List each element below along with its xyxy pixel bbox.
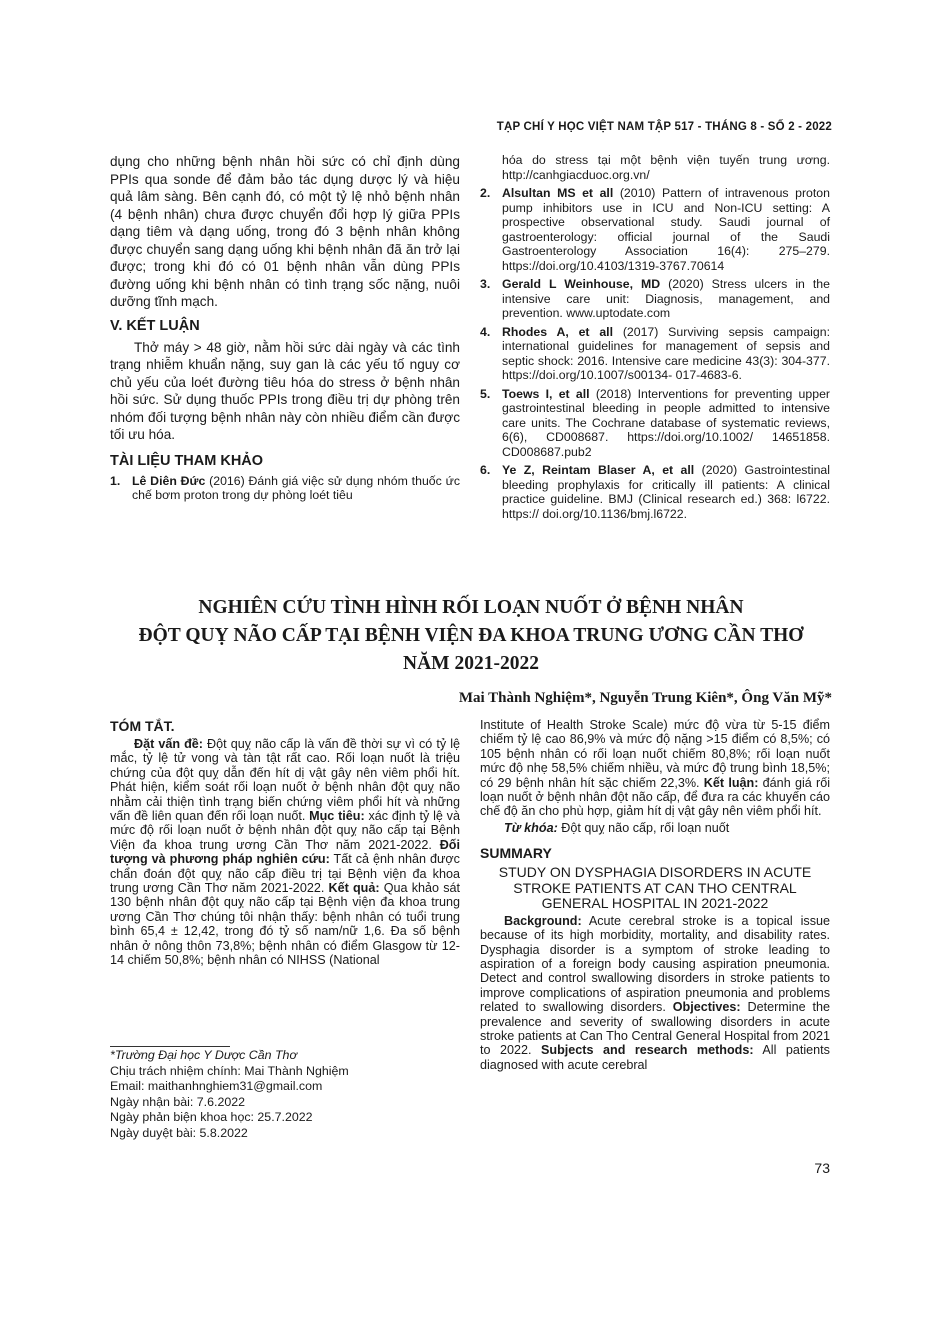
- summary-title: STUDY ON DYSPHAGIA DISORDERS IN ACUTE STROKE PATIENTS AT CAN THO CENTRAL GENERAL HOSPITAL IN 2021-2022: [498, 864, 812, 912]
- running-header: TẠP CHÍ Y HỌC VIỆT NAM TẬP 517 - THÁNG 8 - SỐ 2 - 2022: [496, 121, 832, 133]
- abstract-text: [110, 737, 460, 968]
- summary-body: All patients diagnosed with acute cerebral: [480, 1043, 830, 1072]
- footnote-reviewed: Ngày phản biện khoa học: 25.7.2022: [110, 1110, 313, 1125]
- abstract-label: Kết luận:: [703, 775, 759, 790]
- reference-author: Gerald L Weinhouse, MD: [502, 277, 661, 291]
- abstract-text: [480, 718, 830, 819]
- reference-item-continued: [480, 153, 830, 182]
- summary-body: Determine the prevalence and severity of swallowing disorders in acute stroke patients at Can Tho Central General Hospital from 2021 to 2022.: [480, 1000, 830, 1058]
- summary-label: Objectives:: [672, 1000, 741, 1015]
- summary-label: Subjects and research methods:: [541, 1043, 754, 1058]
- discussion-paragraph: dụng cho những bệnh nhân hồi sức có chỉ định dùng PPIs qua sonde để đảm bảo tác dụng dược lý và hiệu quả lâm sàng. Bên cạnh đó, có một tỷ lệ nhỏ bệnh nhân (4 bệnh nhân) chưa được chuyển đổi hợp lý giữa PPIs dạng tiêm và dạng uống, trong đó 3 bệnh nhân không được chuyển sang dạng uống khi bệnh nhân đã ăn trở lại được; trong khi đó có 01 bệnh nhân vẫn dùng PPIs đường uống khi bệnh nhân có tình trạng sốc nặng, nuôi dưỡng tĩnh mạch.: [110, 154, 460, 309]
- abstract-body: Qua khảo sát 130 bệnh nhân đột quỵ não cấp tại Bệnh viện đa khoa trung ương Cần Thơ chúng tôi nhận thấy: bệnh nhân có tuổi trung bình 65,4 ± 12,42, trong đó tỷ số nam/nữ 1,6. Đa số bệnh nhân ở nông thôn 73,8%; bệnh nhân có điểm Glasgow từ 12-14 chiếm 50,8%; bệnh nhân có NIHSS (National: [110, 881, 461, 968]
- title-line: ĐỘT QUỴ NÃO CẤP TẠI BỆNH VIỆN ĐA KHOA TRUNG ƯƠNG CẦN THƠ: [138, 625, 804, 646]
- conclusion-text: Thở máy > 48 giờ, nằm hồi sức dài ngày và các tình trạng nhiễm khuẩn nặng, suy gan là các yếu tố nguy cơ chủ yếu của loét đường tiêu hóa do stress ở bệnh nhân hồi sức. Sử dụng thuốc PPIs trong điều trị dự phòng trên nhóm đối tượng bệnh nhân này còn nhiều điểm cần được tối ưu hóa.: [110, 339, 460, 442]
- summary-heading: SUMMARY: [480, 845, 552, 862]
- abstract-label: Kết quả:: [328, 881, 380, 896]
- reference-number: 4.: [480, 324, 491, 339]
- reference-author: Rhodes A, et all: [502, 324, 613, 339]
- footnote-affiliation: *Trường Đại học Y Dược Cần Thơ: [110, 1048, 297, 1062]
- reference-body: (2020) Stress ulcers in the intensive care unit: Diagnosis, management, and prevention. www.uptodate.com: [502, 277, 830, 320]
- abstract-label: Mục tiêu:: [309, 809, 365, 824]
- reference-item: [110, 474, 460, 503]
- keywords-text: Đột quỵ não cấp, rối loạn nuốt: [557, 820, 730, 835]
- reference-item: [480, 277, 830, 321]
- abstract-column-right: [480, 718, 830, 1072]
- abstract-label: Đối tượng và phương pháp nghiên cứu:: [110, 837, 460, 867]
- keywords: [480, 821, 830, 835]
- reference-number: 5.: [480, 386, 491, 401]
- right-column-top: [480, 153, 830, 525]
- abstract-body: xác định tỷ lệ và mức độ rối loạn nuốt ở bệnh nhân đột quỵ não cấp tại Bệnh Viện đa khoa trung ương Cần Thơ năm 2021-2022.: [110, 809, 460, 852]
- reference-body: (2020) Gastrointestinal bleeding prophylaxis for critically ill patients: A clinical practice guideline. BMJ (Clinical research ed.) 368: l6722. https:// doi.org/10.1136/bmj.l6722.: [502, 463, 830, 521]
- footnote-approved: Ngày duyệt bài: 5.8.2022: [110, 1125, 248, 1140]
- reference-number: 1.: [110, 473, 121, 488]
- references-heading: TÀI LIỆU THAM KHẢO: [110, 452, 264, 469]
- footnote-received: Ngày nhận bài: 7.6.2022: [110, 1094, 246, 1109]
- reference-number: 6.: [480, 463, 491, 477]
- footnotes: [110, 1048, 460, 1142]
- reference-text: [132, 474, 460, 503]
- left-column-top: [110, 153, 460, 507]
- footnote-responsible: Chịu trách nhiệm chính: Mai Thành Nghiệm: [110, 1063, 349, 1078]
- title-line: NGHIÊN CỨU TÌNH HÌNH RỐI LOẠN NUỐT Ở BỆNH NHÂN: [198, 597, 744, 618]
- reference-number: 2.: [480, 186, 491, 200]
- summary-label: Background:: [504, 913, 582, 928]
- reference-item: [480, 325, 830, 383]
- reference-body: (2018) Interventions for preventing upper gastrointestinal bleeding in people admitted to intensive care units. The Cochrane database of systematic reviews, 6(6), CD008687. https://doi.org/10.1002/ 14651858. CD008687.pub2: [502, 386, 831, 459]
- article-title: [110, 594, 832, 678]
- keywords-label: Từ khóa:: [504, 820, 558, 835]
- footnote-email: Email: maithanhnghiem31@gmail.com: [110, 1079, 323, 1094]
- abstract-column: [110, 718, 460, 968]
- conclusion-heading: V. KẾT LUẬN: [110, 317, 200, 334]
- page-number: 73: [814, 1160, 830, 1176]
- reference-body: (2016) Đánh giá việc sử dụng nhóm thuốc ức chế bơm proton trong dự phòng loét tiêu: [132, 473, 460, 502]
- reference-author: Alsultan MS et all: [502, 186, 614, 200]
- summary-text: [480, 914, 830, 1072]
- abstract-body: Đột quỵ não cấp là vấn đề thời sự vì có tỷ lệ mắc, tỷ lệ tử vong và tàn tật rất cao. Rối loạn nuốt là triệu chứng của đột quỵ dẫn đến hít dị vật gây nên viêm phổi hít. Phát hiện, kiểm soát rối loạn nuốt ở bệnh nhân đột quỵ não nhằm cải thiện tình trạng biến chứng viêm phổi hít và những vấn đề liên quan đến rối loạn nuốt.: [110, 737, 460, 824]
- article-authors: Mai Thành Nghiệm*, Nguyễn Trung Kiên*, Ông Văn Mỹ*: [458, 690, 832, 706]
- abstract-body: đánh giá rối loạn nuốt ở bệnh nhân đột não cấp, để đưa ra các khuyến cáo chế độ ăn cho phù hợp, giảm hít dị vật gây nên viêm phổi hít.: [480, 775, 831, 819]
- abstract-label: Đặt vấn đề:: [134, 737, 203, 751]
- reference-item: [480, 463, 830, 521]
- title-line: NĂM 2021-2022: [403, 653, 539, 674]
- reference-body: (2017) Surviving sepsis campaign: international guidelines for management of sepsis and septic shock: 2016. Intensive care medicine 43(3): 304-377. https://doi.org/10.1007/s00134- 017-4683-6.: [502, 324, 830, 382]
- reference-body: hóa do stress tại một bệnh viện tuyến trung ương. http://canhgiacduoc.org.vn/: [502, 153, 830, 182]
- reference-author: Toews I, et all: [502, 386, 590, 401]
- reference-number: 3.: [480, 277, 491, 291]
- reference-item: [480, 387, 830, 460]
- abstract-body: Institute of Health Stroke Scale) mức độ vừa từ 5-15 điểm chiếm tỷ lệ cao 86,9% và mức độ nặng >15 điểm có 8,5%; có 105 bệnh nhân có rối loạn nuốt chiếm 80,8%; rối loạn nuốt mức độ nhẹ 58,5% chiếm nhiều, và mức độ trung bình 18,5%; có 29 bệnh nhân hít sặc chiếm 22,3%.: [480, 718, 830, 790]
- reference-item: [480, 186, 830, 273]
- reference-author: Ye Z, Reintam Blaser A, et all: [502, 463, 695, 477]
- abstract-heading: TÓM TẮT.: [110, 718, 175, 734]
- reference-body: (2010) Pattern of intravenous proton pump inhibitors use in ICU and Non-ICU setting: A prospective observational study. Saudi journal of gastroenterology: official journal of the Saudi Gastroenterology Association 16(4): 275–279. https://doi.org/10.4103/1319-3767.70614: [502, 186, 830, 273]
- summary-body: Acute cerebral stroke is a topical issue because of its high morbidity, mortality, and disability rates. Dysphagia disorder is a symptom of stroke leading to aspiration of a foreign body causing aspiration pneumonia. Detect and control swallowing disorders in stroke patients to improve complications of aspiration pneumonia and problems related to swallowing disorders.: [480, 913, 830, 1015]
- footnote-divider: [110, 1046, 230, 1047]
- reference-author: Lê Diên Đức: [132, 473, 206, 488]
- abstract-body: Tất cả ệnh nhân được chẩn đoán đột quỵ não cấp điều trị tại Bệnh viện đa khoa trung ương Cần Thơ năm 2021-2022.: [110, 852, 460, 896]
